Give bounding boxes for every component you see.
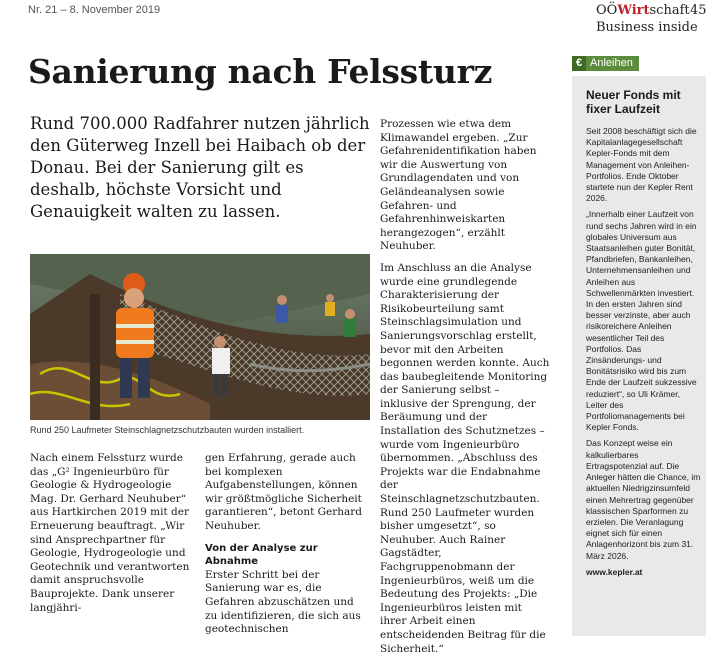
article-photo: [30, 254, 370, 420]
article-column-3: [380, 118, 550, 664]
column-1-text: Nach einem Felssturz wurde das „G² Ingenieurbüro für Geologie & Hydrogeologie Mag. Dr. Gerhard Neuhuber“ aus Hartkirchen 2019 mit der Erneuerung beauftragt. „Wir sind Ansprechpartner für Geologie, Hydrogeologie und Geotechnik und verantworten damit anspruchsvolle Bauprojekte. Dank unserer langjähri-: [30, 452, 190, 614]
issue-date: Nr. 21 – 8. November 2019: [28, 4, 161, 16]
category-tag: [572, 56, 639, 71]
article-subhead: Von der Analyse zur Abnahme: [205, 542, 318, 568]
sidebar-text: [586, 126, 702, 583]
category-label: Anleihen: [590, 57, 633, 69]
sidebar-paragraph-3: Das Konzept weise ein kalkulierbares Ertragspotenzial auf. Die Anleger hätten die Chance, im aktuellen Niedrigzinsumfeld einen Mehrertrag gegenüber klassischen Sparformen zu erzielen. Die Veranlagung eignet sich für einen Anlagenhorizont bis zum 31. März 2026.: [586, 438, 701, 561]
article-column-2: [205, 452, 367, 645]
sidebar-title: Neuer Fonds mit fixer Laufzeit: [586, 88, 681, 116]
article-headline: Sanierung nach Felssturz: [28, 52, 493, 91]
column-3-paragraph-1: Prozessen wie etwa dem Klimawandel ergeben. „Zur Gefahrenidentifikation haben wir die Auswertung von Grundlagendaten und von Geländeanalysen sowie Gefahren- und Gefahrenhinweiskarten herangezogen“, erzählt Neuhuber.: [380, 118, 537, 253]
brand-prefix: OÖ: [596, 3, 618, 18]
sidebar-box: [572, 56, 706, 636]
column-2-text: gen Erfahrung, gerade auch bei komplexen Aufgabenstellungen, können wir größtmögliche Sicherheit garantieren“, betont Gerhard Neuhuber.: [205, 452, 363, 532]
column-2-text-continued: Erster Schritt bei der Sanierung war es, die Gefahren abzuschätzen und zu identifizieren, die sich aus geotechnischen: [205, 568, 361, 636]
construction-site-image: [30, 254, 370, 420]
photo-caption: Rund 250 Laufmeter Steinschlagnetzschutzbauten wurden installiert.: [30, 425, 305, 435]
article-lead: Rund 700.000 Radfahrer nutzen jährlich den Güterweg Inzell bei Haibach ob der Donau. Bei der Sanierung gilt es deshalb, höchste Vorsicht und Genauigkeit walten zu lassen.: [30, 114, 370, 221]
sidebar-paragraph-1: Seit 2008 beschäftigt sich die Kapitalanlagegesellschaft Kepler-Fonds mit dem Management von Anleihen-Portfolios. Ende Oktober startete nun der Kepler Rent 2026.: [586, 126, 697, 204]
section-name: Business inside: [596, 20, 698, 35]
sidebar-paragraph-2: „Innerhalb einer Laufzeit von rund sechs Jahren wird in ein globales Universum aus Staatsanleihen guter Bonität, Pfandbriefen, Bankanleihen, Unternehmensanleihen und Anleihen aus Schwellenmärkten investiert. In den ersten Jahren sind besser verzinste, aber auch risikoreichere Anleihen wesentlicher Teil des Portfolios. Das Zinsänderungs- und Bonitätsrisiko wird bis zum Ende der Laufzeit sukzessive reduziert“, so Uli Krämer, Leiter des Portfoliomanagements bei Kepler Fonds.: [586, 209, 697, 433]
brand-suffix: schaft: [649, 3, 690, 18]
page-number: 45: [690, 3, 707, 18]
publication-brand: [596, 3, 690, 18]
brand-highlight: Wirt: [617, 3, 650, 18]
article-column-1: [30, 452, 192, 623]
sidebar-url[interactable]: www.kepler.at: [586, 566, 643, 577]
euro-icon: €: [572, 56, 586, 71]
column-3-paragraph-2: Im Anschluss an die Analyse wurde eine grundlegende Charakterisierung der Risikobeurteilung samt Steinschlagsimulation und Sanierungsvorschlag erstellt, bevor mit den Arbeiten begonnen werden konnte. Auch das baubegleitende Monitoring der Sanierung selbst – inklusive der Sprengung, der Beräumung und der Installation des Schutznetzes – wurde vom Ingenieurbüro übernommen. „Abschluss des Projekts war die Endabnahme der Steinschlagnetzschutzbauten. Rund 250 Laufmeter wurden bisher umgesetzt“, so Neuhuber. Auch Rainer Gagstädter, Fachgruppenobmann der Ingenieurbüros, weiß um die Bedeutung des Projekts: „Die Ingenieurbüros leisten mit ihrer Arbeit einen entscheidenden Beitrag für die Sicherheit.“: [380, 261, 550, 655]
